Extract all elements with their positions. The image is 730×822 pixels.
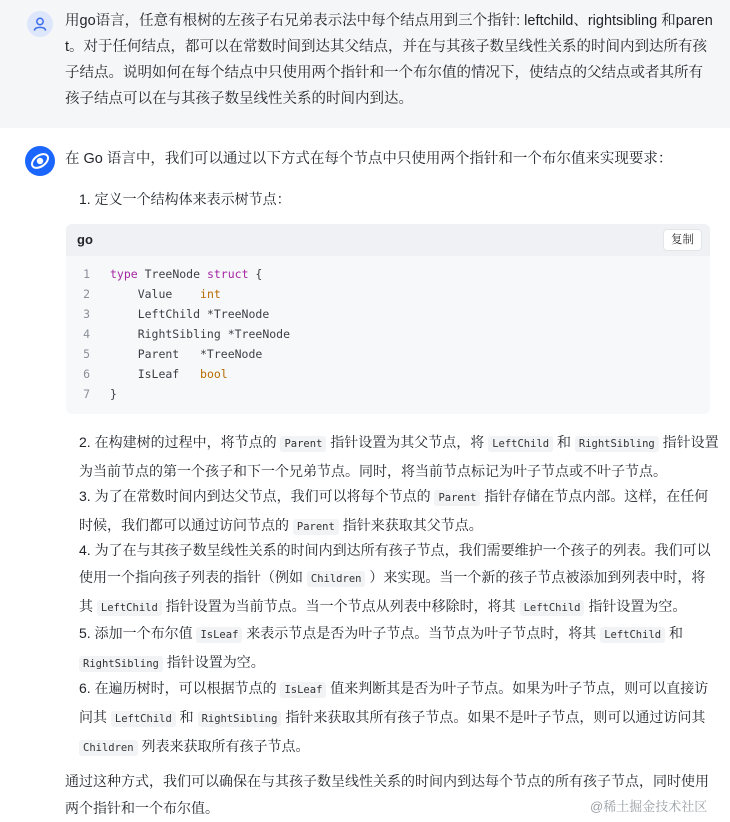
code-content: [66, 264, 710, 404]
list-number: 2.: [79, 434, 91, 450]
inline-code: LeftChild: [111, 711, 176, 727]
code-token: LeftChild *TreeNode: [110, 307, 270, 321]
list-text: 来表示节点是否为叶子节点。当节点为叶子节点时，将其: [242, 625, 601, 641]
list-text: 为了在与其孩子数呈线性关系的时间内到达所有孩子节点，我们需要维护一个孩子的列表。我们可以使用一个指向孩子列表的指针（例如: [79, 542, 711, 585]
code-keyword: struct: [206, 267, 249, 281]
list-text: 和: [665, 625, 683, 641]
list-text: 指针来获取其父节点。: [338, 517, 483, 533]
code-type: int: [200, 287, 221, 301]
code-block: [66, 224, 710, 414]
inline-code: IsLeaf: [196, 627, 242, 643]
list-text: 添加一个布尔值: [94, 625, 197, 641]
code-line: [66, 364, 710, 384]
list-text: 列表来获取所有孩子节点。: [137, 738, 310, 754]
code-text: [110, 364, 228, 384]
inline-code: RightSibling: [198, 711, 282, 727]
answer-intro: 在 Go 语言中，我们可以通过以下方式在每个节点中只使用两个指针和一个布尔值来实现要求：: [65, 151, 673, 167]
code-token: RightSibling *TreeNode: [110, 327, 291, 341]
copy-button[interactable]: 复制: [663, 229, 702, 251]
list-text: 指针设置为空。: [162, 654, 265, 670]
code-token: Parent *TreeNode: [110, 347, 263, 361]
list-text: 在构建树的过程中，将节点的: [94, 434, 281, 450]
inline-code: Children: [307, 571, 366, 587]
list-text: 在遍历树时，可以根据节点的: [94, 680, 281, 696]
inline-code: Parent: [293, 519, 339, 535]
inline-code: LeftChild: [488, 436, 553, 452]
inline-code: Children: [79, 740, 138, 756]
line-number: 7: [83, 387, 90, 401]
line-number: 6: [83, 367, 90, 381]
inline-code: LeftChild: [97, 600, 162, 616]
user-icon: [32, 16, 48, 32]
assistant-avatar: [25, 146, 55, 176]
list-number: 3.: [79, 488, 91, 504]
list-text: ）来实现。当一个新的孩子节点被添加到列表中时，将其: [79, 569, 706, 614]
code-line: [66, 284, 710, 304]
list-text: 指针来获取其所有孩子节点。如果不是叶子节点，则可以通过访问其: [281, 709, 706, 725]
code-text: [110, 284, 221, 304]
inline-code: RightSibling: [79, 656, 163, 672]
list-item-1: [79, 186, 719, 213]
assistant-logo-icon: [29, 150, 51, 172]
code-line: [66, 304, 710, 324]
list-item-5: [79, 620, 719, 678]
code-header: [66, 224, 710, 256]
code-token: }: [110, 387, 117, 401]
inline-code: LeftChild: [600, 627, 665, 643]
list-item-3: [79, 483, 719, 541]
code-line: [66, 384, 710, 404]
line-number: 3: [83, 307, 90, 321]
code-text: [110, 384, 117, 404]
code-type: bool: [200, 367, 228, 381]
user-avatar: [27, 11, 53, 37]
list-text: 和: [553, 434, 575, 450]
code-token: {: [248, 267, 263, 281]
list-text: 指针存储在节点内部。这样，在任何时候，我们都可以通过访问节点的: [79, 488, 709, 533]
code-token: Value: [110, 287, 201, 301]
answer-conclusion: 通过这种方式，我们可以确保在与其孩子数呈线性关系的时间内到达每个节点的所有孩子节点，同时使用两个指针和一个布尔值。: [65, 773, 709, 816]
code-line: [66, 264, 710, 284]
list-text: 指针设置为其父节点，将: [326, 434, 489, 450]
code-text: [110, 324, 290, 344]
inline-code: IsLeaf: [280, 682, 326, 698]
code-line: [66, 324, 710, 344]
list-item-4: [79, 537, 719, 622]
code-text: [110, 344, 262, 364]
code-text: [110, 304, 269, 324]
line-number: 4: [83, 327, 90, 341]
line-number: 1: [83, 267, 90, 281]
list-item-6: [79, 675, 719, 762]
line-number: 5: [83, 347, 90, 361]
inline-code: Parent: [280, 436, 326, 452]
list-number: 5.: [79, 625, 91, 641]
inline-code: RightSibling: [575, 436, 659, 452]
code-text: [110, 264, 262, 284]
list-text: 和: [175, 709, 198, 725]
list-item-2: [79, 429, 719, 485]
code-token: IsLeaf: [110, 367, 201, 381]
code-token: TreeNode: [137, 267, 207, 281]
code-keyword: type: [110, 267, 138, 281]
list-text: 值来判断其是否为叶子节点。如果为叶子节点，则可以直接访问其: [79, 680, 709, 725]
code-language-label: go: [77, 232, 93, 247]
inline-code: Parent: [434, 490, 480, 506]
list-text: 定义一个结构体来表示树节点：: [94, 191, 291, 207]
list-text: 指针设置为空。: [584, 598, 687, 614]
list-text: 指针设置为当前节点。当一个节点从列表中移除时，将其: [161, 598, 520, 614]
inline-code: LeftChild: [520, 600, 585, 616]
list-text: 指针设置为当前节点的第一个孩子和下一个兄弟节点。同时，将当前节点标记为叶子节点或不叶子节点。: [79, 434, 719, 479]
code-line: [66, 344, 710, 364]
list-text: 为了在常数时间内到达父节点，我们可以将每个节点的: [94, 488, 435, 504]
list-number: 1.: [79, 191, 91, 207]
question-text: 用go语言，任意有根树的左孩子右兄弟表示法中每个结点用到三个指针: leftchild、rightsibling 和parent。对于任何结点，都可以在常数时间到达其父结点，并在与其孩子数呈线性关系的时间内到达所有孩子结点。说明如何在每个结点中只使用两个指针和一个布尔值的情况下，使结点的父结点或者其所有孩子结点可以在与其孩子数呈线性关系的时间内到达。: [65, 13, 713, 107]
line-number: 2: [83, 287, 90, 301]
watermark: @稀土掘金技术社区: [590, 799, 708, 814]
list-number: 6.: [79, 680, 91, 696]
list-number: 4.: [79, 542, 91, 558]
